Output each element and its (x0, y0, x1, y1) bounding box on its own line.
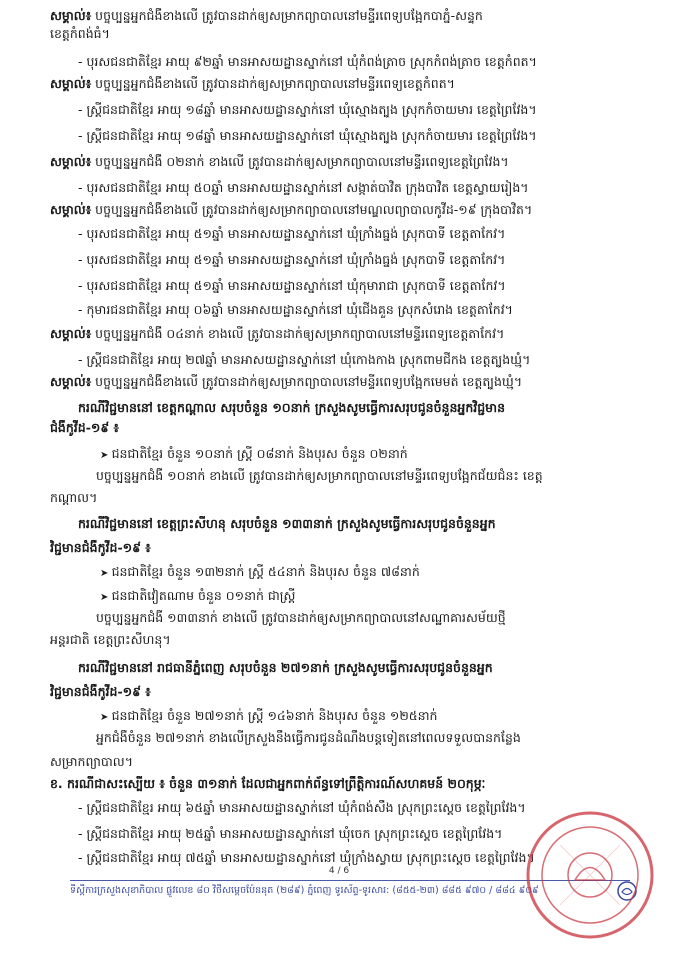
line-text: - បុរសជនជាតិខ្មែរ អាយុ ៥១ឆ្នាំ មានអាសយដ្ឋានស្នាក់នៅ ឃុំក្រាំងធ្នង់ ស្រុកបាទី ខេត្តតាកែវ។ (78, 252, 506, 267)
line-text: កណ្ដាល។ (50, 490, 98, 505)
line-text: ជនជាតិខ្មែរ ចំនួន ១៣២នាក់ ស្ត្រី ៥៤នាក់ និងបុរស ចំនួន ៧៨នាក់ (111, 564, 420, 579)
text-line (50, 490, 97, 506)
text-line (78, 302, 513, 318)
text-line (96, 730, 521, 746)
bullet-item (100, 588, 295, 606)
line-text: - បុរសជនជាតិខ្មែរ អាយុ ៥១ឆ្នាំ មានអាសយដ្ឋានស្នាក់នៅ ឃុំកុមារាជា ស្រុកបាទី ខេត្តតាកែវ។ (78, 278, 506, 293)
line-text: អ្នកជំងឺចំនួន ២៧១នាក់ ខាងលើក្រសួងនឹងធ្វើការជូនដំណឹងបន្តទៀតនៅពេលទទួលបានកន្លែង (96, 730, 521, 745)
line-text: វិជ្ជមានជំងឺកូវីដ-១៩ ៖ (50, 540, 151, 555)
section-heading (78, 660, 493, 676)
note-text: បច្ចុប្បន្នអ្នកជំងឺ ០៤នាក់ ខាងលើ ត្រូវបានដាក់ឲ្យសម្រាកព្យាបាលនៅមន្ទីរពេទ្យខេត្តតាកែវ។ (91, 326, 505, 341)
text-line (50, 76, 455, 92)
text-line (78, 850, 535, 866)
line-text: ជនជាតិខ្មែរ ចំនួន ២៧១នាក់ ស្ត្រី ១៤៦នាក់ និងបុរស ចំនួន ១២៥នាក់ (111, 708, 438, 723)
text-line (50, 326, 504, 342)
text-line (78, 252, 505, 268)
arrow-bullet-icon: ➤ (100, 568, 112, 579)
line-text: - ស្ត្រីជនជាតិខ្មែរ អាយុ ១៨ឆ្នាំ មានអាសយដ្ឋានស្នាក់នៅ ឃុំស្មោងត្បូង ស្រុកកំចាយមារ ខេត្តព្រៃវែង។ (78, 102, 537, 117)
note-text: បច្ចុប្បន្នអ្នកជំងឺ ០២នាក់ ខាងលើ ត្រូវបានដាក់ឲ្យសម្រាកព្យាបាលនៅមន្ទីរពេទ្យខេត្តព្រៃវែង។ (91, 154, 509, 169)
line-text: - បុរសជនជាតិខ្មែរ អាយុ ៩២ឆ្នាំ មានអាសយដ្ឋានស្នាក់នៅ ឃុំកំពង់ត្រាច ស្រុកកំពង់ត្រាច ខេត្តកំពត។ (78, 54, 537, 69)
line-text: - បុរសជនជាតិខ្មែរ អាយុ ៥១ឆ្នាំ មានអាសយដ្ឋានស្នាក់នៅ ឃុំក្រាំងធ្នង់ ស្រុកបាទី ខេត្តតាកែវ។ (78, 226, 506, 241)
official-seal-stamp (520, 805, 660, 945)
line-text: - ស្ត្រីជនជាតិខ្មែរ អាយុ ២៧ឆ្នាំ មានអាសយដ្ឋានស្នាក់នៅ ឃុំកោងកាង ស្រុកពាមជីកង ខេត្តត្បូងឃ្មុំ។ (78, 352, 531, 367)
page-number: 4 / 6 (328, 866, 350, 876)
line-text: ជំងឺកូវីដ-១៩ ៖ (50, 420, 120, 435)
text-line (78, 278, 506, 294)
note-text: បច្ចុប្បន្នអ្នកជំងឺខាងលើ ត្រូវបានដាក់ឲ្យសម្រាកព្យាបាលនៅមណ្ឌលព្យាបាលកូវីដ-១៩ ក្រុងបាវិត។ (91, 202, 533, 217)
text-line (96, 468, 543, 484)
arrow-bullet-icon: ➤ (100, 592, 112, 603)
text-line (78, 826, 502, 842)
text-line (78, 800, 526, 816)
note-label: សម្គាល់៖ (50, 202, 92, 217)
section-heading (78, 516, 496, 532)
section-heading (50, 420, 119, 436)
line-text (50, 154, 509, 169)
line-text: - ស្ត្រីជនជាតិខ្មែរ អាយុ ២៥ឆ្នាំ មានអាសយដ្ឋានស្នាក់នៅ ឃុំចេក ស្រុកព្រះស្ដេច ខេត្តព្រៃវែង។ (78, 826, 503, 841)
line-text: - កុមារជនជាតិខ្មែរ អាយុ ០៦ឆ្នាំ មានអាសយដ្ឋានស្នាក់នៅ ឃុំជើងគួន ស្រុកសំរោង ខេត្តតាកែវ។ (78, 302, 513, 317)
text-line (78, 180, 529, 196)
note-label: សម្គាល់៖ (50, 154, 92, 169)
text-line (50, 26, 110, 42)
bullet-item (100, 564, 420, 582)
line-text: អន្តរជាតិ ខេត្តព្រះសីហនុ។ (50, 632, 171, 647)
arrow-bullet-icon: ➤ (100, 450, 112, 461)
footer-address: ទីស្ដីការក្រសួងសុខាភិបាល ផ្លូវលេខ ៨០ វិថីសម្ដេចប៉ែននុត (២៨៩) ភ្នំពេញ ទូរស័ព្ទ-ទូរសារ: (៨៥៥-២៣) ៨៨៥ ៩៧០ / ៨៨៤ ៩០៩ (70, 885, 539, 896)
text-line (78, 54, 537, 70)
text-line (96, 610, 506, 626)
note-label: សម្គាល់៖ (50, 8, 92, 23)
section-heading (50, 776, 486, 792)
section-heading (78, 400, 505, 416)
section-heading (50, 540, 151, 556)
line-text: ករណីវិជ្ជមាននៅ រាជធានីភ្នំពេញ សរុបចំនួន ២៧១នាក់ ក្រសួងសូមធ្វើការសរុបជូនចំនួនអ្នក (78, 660, 493, 675)
line-text: - បុរសជនជាតិខ្មែរ អាយុ ៥០ឆ្នាំ មានអាសយដ្ឋានស្នាក់នៅ សង្កាត់បាវិត ក្រុងបាវិត ខេត្តស្វាយរៀង។ (78, 180, 529, 195)
line-text: ជនជាតិខ្មែរ ចំនួន ១០នាក់ ស្ត្រី ០៨នាក់ និងបុរស ចំនួន ០២នាក់ (111, 446, 408, 461)
line-text: - ស្ត្រីជនជាតិខ្មែរ អាយុ ៦៥ឆ្នាំ មានអាសយដ្ឋានស្នាក់នៅ ឃុំកំពង់សឹង ស្រុកព្រះស្ដេច ខេត្តព្រៃវែង។ (78, 800, 526, 815)
line-text (50, 8, 483, 23)
text-line (78, 102, 537, 118)
line-text: ករណីវិជ្ជមាននៅ ខេត្តកណ្ដាល សរុបចំនួន ១០នាក់ ក្រសួងសូមធ្វើការសរុបជូនចំនួនអ្នកវិជ្ជមាន (78, 400, 506, 415)
text-line (50, 632, 171, 648)
note-label: សម្គាល់៖ (50, 374, 92, 389)
line-text: បច្ចុប្បន្នអ្នកជំងឺ ១០នាក់ ខាងលើ ត្រូវបានដាក់ឲ្យសម្រាកព្យាបាលនៅមន្ទីរពេទ្យបង្អែកជ័យជំនះ ខេត្ត (96, 468, 543, 483)
line-text (50, 374, 522, 389)
line-text: ជនជាតិវៀតណាម ចំនួន ០១នាក់ ជាស្ត្រី (111, 588, 296, 603)
line-text (50, 76, 455, 91)
text-line (50, 8, 483, 24)
text-line (78, 352, 530, 368)
line-text: វិជ្ជមានជំងឺកូវីដ-១៩ ៖ (50, 684, 151, 699)
line-text: បច្ចុប្បន្នអ្នកជំងឺ ១៣៣នាក់ ខាងលើ ត្រូវបានដាក់ឲ្យសម្រាកព្យាបាលនៅសណ្ឋាគារសម័យថ្មី (96, 610, 506, 625)
bullet-item (100, 446, 408, 464)
line-text: ករណីវិជ្ជមាននៅ ខេត្តព្រះសីហនុ សរុបចំនួន ១៣៣នាក់ ក្រសួងសូមធ្វើការសរុបជូនចំនួនអ្នក (78, 516, 496, 531)
note-label: សម្គាល់៖ (50, 326, 92, 341)
text-line (78, 128, 537, 144)
line-text: - ស្ត្រីជនជាតិខ្មែរ អាយុ ៧៥ឆ្នាំ មានអាសយដ្ឋានស្នាក់នៅ ឃុំក្រាំងស្វាយ ស្រុកព្រះស្ដេច ខេត្តព្រៃវែង។ (78, 850, 535, 865)
text-line (50, 374, 522, 390)
arrow-bullet-icon: ➤ (100, 712, 112, 723)
section-heading (50, 684, 151, 700)
line-text: ខេត្តកំពង់ធំ។ (50, 26, 110, 41)
line-text: សម្រាកព្យាបាល។ (50, 754, 133, 769)
note-text: បច្ចុប្បន្នអ្នកជំងឺខាងលើ ត្រូវបានដាក់ឲ្យសម្រាកព្យាបាលនៅមន្ទីរពេទ្យបង្អែកបាភ្នំ-សន្ទុក (91, 8, 483, 23)
line-text: - ស្ត្រីជនជាតិខ្មែរ អាយុ ១៨ឆ្នាំ មានអាសយដ្ឋានស្នាក់នៅ ឃុំស្មោងត្បូង ស្រុកកំចាយមារ ខេត្តព្រៃវែង។ (78, 128, 537, 143)
text-line (78, 226, 505, 242)
note-text: បច្ចុប្បន្នអ្នកជំងឺខាងលើ ត្រូវបានដាក់ឲ្យសម្រាកព្យាបាលនៅមន្ទីរពេទ្យខេត្តកំពត។ (91, 76, 455, 91)
text-line (50, 754, 133, 770)
note-label: សម្គាល់៖ (50, 76, 92, 91)
note-text: បច្ចុប្បន្នអ្នកជំងឺខាងលើ ត្រូវបានដាក់ឲ្យសម្រាកព្យាបាលនៅមន្ទីរពេទ្យបង្អែកមេមត់ ខេត្តត្បូងឃ្មុំ។ (91, 374, 523, 389)
text-line (50, 202, 532, 218)
bullet-item (100, 708, 437, 726)
line-text (50, 326, 504, 341)
line-text (50, 202, 532, 217)
line-text: ខ. ករណីជាសះស្បើយ ៖ ចំនួន ៣១នាក់ ដែលជាអ្នកពាក់ព័ន្ធទៅព្រឹត្តិការណ៍សហគមន៍ ២០កុម្ភៈ (50, 776, 486, 791)
text-line (50, 154, 509, 170)
